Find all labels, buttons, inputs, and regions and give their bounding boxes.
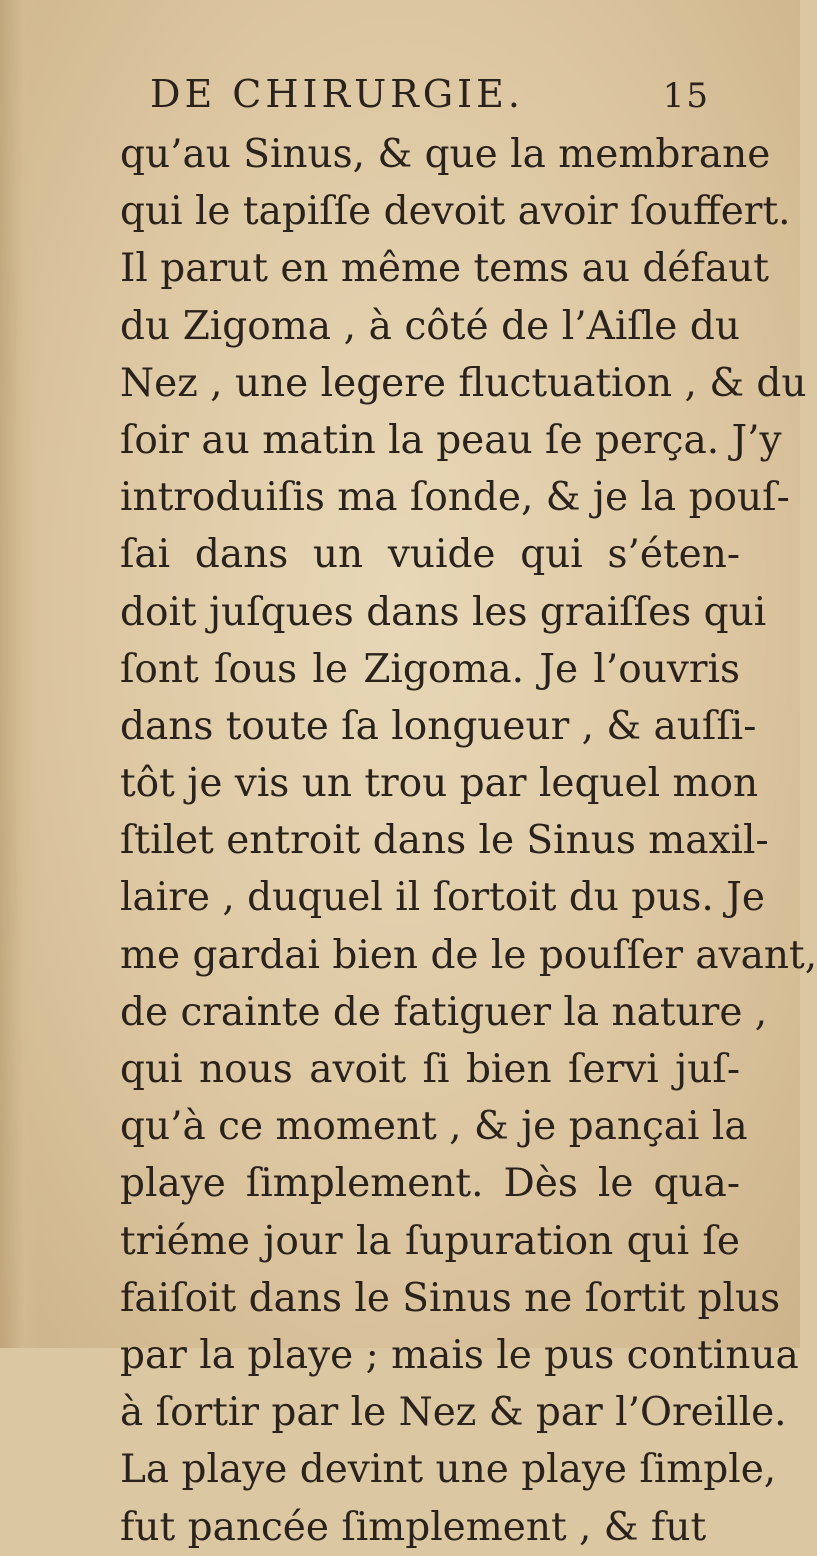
text-line: qu’au Sinus, & que la membrane xyxy=(120,132,771,177)
text-line: me gardai bien de le pouſſer avant, xyxy=(120,932,817,978)
text-line: introduiſis ma ſonde, & je la pouſ- xyxy=(120,475,790,521)
page-number: 15 xyxy=(662,76,710,116)
running-head xyxy=(150,72,710,122)
text-line: Il parut en même tems au défaut xyxy=(120,246,769,292)
text-line: triéme jour la ſupuration qui ſe xyxy=(120,1218,740,1264)
text-line: tôt je vis un trou par lequel mon xyxy=(120,761,759,807)
text-line: Nez , une legere fluctuation , & du xyxy=(120,360,807,406)
text-line: fut pancée ſimplement , & fut xyxy=(120,1504,707,1550)
page-edge-shadow xyxy=(0,0,40,1348)
running-title: DE CHIRURGIE. xyxy=(150,72,524,116)
text-line: doit juſques dans les graiſſes qui xyxy=(120,589,767,635)
text-line: ſai dans un vuide qui s’éten- xyxy=(120,532,740,578)
text-line: ſtilet entroit dans le Sinus maxil- xyxy=(120,818,769,864)
body-text xyxy=(120,126,817,1556)
text-line: qui nous avoit ſi bien ſervi juſ- xyxy=(120,1047,740,1092)
text-line: playe ſimplement. Dès le qua- xyxy=(120,1161,740,1207)
text-line: du Zigoma , à côté de l’Aiſle du xyxy=(120,303,740,349)
text-line: faiſoit dans le Sinus ne ſortit plus xyxy=(120,1275,781,1321)
text-line: qu’à ce moment , & je pançai la xyxy=(120,1104,748,1150)
text-line: à ſortir par le Nez & par l’Oreille. xyxy=(120,1390,787,1436)
text-line: laire , duquel il ſortoit du pus. Je xyxy=(120,875,765,921)
text-line: par la playe ; mais le pus continua xyxy=(120,1332,799,1378)
text-line: ſont ſous le Zigoma. Je l’ouvris xyxy=(120,646,740,692)
text-line: La playe devint une playe ſimple, xyxy=(120,1447,777,1493)
text-line: de crainte de fatiguer la nature , xyxy=(120,989,768,1035)
text-line: ſoir au matin la peau ſe perça. J’y xyxy=(120,417,782,463)
text-line: dans toute ſa longueur , & auſſi- xyxy=(120,703,757,749)
text-line: qui le tapiſſe devoit avoir ſouffert. xyxy=(120,189,791,235)
